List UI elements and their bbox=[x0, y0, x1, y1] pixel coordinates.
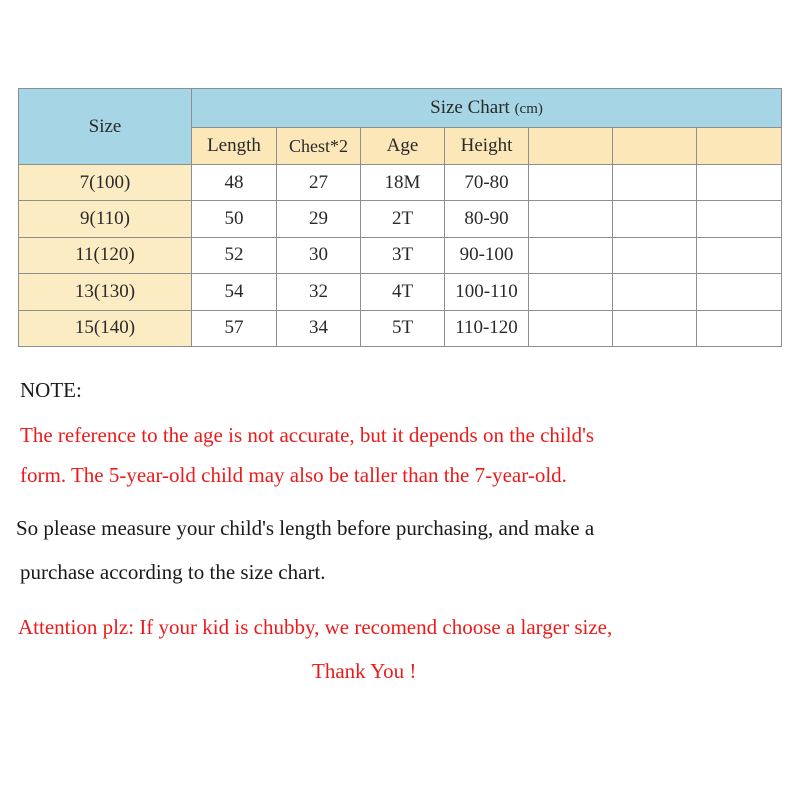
table-row bbox=[19, 165, 782, 201]
column-header-blank bbox=[613, 128, 697, 165]
height-cell: 110-120 bbox=[445, 310, 529, 346]
length-cell: 48 bbox=[192, 165, 277, 201]
column-header-blank bbox=[697, 128, 782, 165]
chest-cell: 34 bbox=[277, 310, 361, 346]
length-cell: 54 bbox=[192, 274, 277, 310]
age-cell: 5T bbox=[361, 310, 445, 346]
height-cell: 90-100 bbox=[445, 237, 529, 273]
note-line-purchase: purchase according to the size chart. bbox=[20, 560, 326, 584]
table-title bbox=[192, 89, 782, 128]
length-cell: 50 bbox=[192, 201, 277, 237]
blank-cell bbox=[529, 201, 613, 237]
height-cell: 70-80 bbox=[445, 165, 529, 201]
blank-cell bbox=[613, 237, 697, 273]
blank-cell bbox=[697, 237, 782, 273]
size-cell: 7(100) bbox=[19, 165, 192, 201]
blank-cell bbox=[697, 274, 782, 310]
note-line-height-variation: form. The 5-year-old child may also be taller than the 7-year-old. bbox=[20, 463, 567, 487]
size-cell: 9(110) bbox=[19, 201, 192, 237]
table-title-row bbox=[19, 89, 782, 128]
size-column-header: Size bbox=[19, 89, 192, 165]
table-row bbox=[19, 201, 782, 237]
note-line-attention: Attention plz: If your kid is chubby, we recomend choose a larger size, bbox=[18, 615, 613, 639]
column-header-height: Height bbox=[445, 128, 529, 165]
age-cell: 2T bbox=[361, 201, 445, 237]
note-label: NOTE: bbox=[20, 378, 82, 402]
blank-cell bbox=[697, 310, 782, 346]
length-cell: 57 bbox=[192, 310, 277, 346]
size-table bbox=[18, 88, 782, 347]
chest-cell: 32 bbox=[277, 274, 361, 310]
blank-cell bbox=[697, 201, 782, 237]
table-title-text: Size Chart bbox=[430, 97, 510, 118]
chest-cell: 27 bbox=[277, 165, 361, 201]
blank-cell bbox=[529, 310, 613, 346]
size-cell: 15(140) bbox=[19, 310, 192, 346]
blank-cell bbox=[613, 310, 697, 346]
table-row bbox=[19, 310, 782, 346]
chest-cell: 29 bbox=[277, 201, 361, 237]
blank-cell bbox=[529, 165, 613, 201]
note-line-thank-you: Thank You ! bbox=[312, 659, 417, 683]
note-line-measure: So please measure your child's length before purchasing, and make a bbox=[16, 516, 595, 540]
blank-cell bbox=[613, 201, 697, 237]
age-cell: 18M bbox=[361, 165, 445, 201]
size-cell: 13(130) bbox=[19, 274, 192, 310]
height-cell: 80-90 bbox=[445, 201, 529, 237]
table-row bbox=[19, 237, 782, 273]
age-cell: 4T bbox=[361, 274, 445, 310]
column-header-chest: Chest*2 bbox=[277, 128, 361, 165]
length-cell: 52 bbox=[192, 237, 277, 273]
table-row bbox=[19, 274, 782, 310]
column-header-length: Length bbox=[192, 128, 277, 165]
size-chart bbox=[18, 88, 781, 347]
column-header-blank bbox=[529, 128, 613, 165]
blank-cell bbox=[613, 165, 697, 201]
blank-cell bbox=[529, 274, 613, 310]
column-header-age: Age bbox=[361, 128, 445, 165]
note-line-age-accuracy: The reference to the age is not accurate, but it depends on the child's bbox=[20, 423, 595, 447]
chest-cell: 30 bbox=[277, 237, 361, 273]
age-cell: 3T bbox=[361, 237, 445, 273]
blank-cell bbox=[529, 237, 613, 273]
table-unit: (cm) bbox=[514, 101, 543, 117]
size-cell: 11(120) bbox=[19, 237, 192, 273]
blank-cell bbox=[613, 274, 697, 310]
height-cell: 100-110 bbox=[445, 274, 529, 310]
blank-cell bbox=[697, 165, 782, 201]
